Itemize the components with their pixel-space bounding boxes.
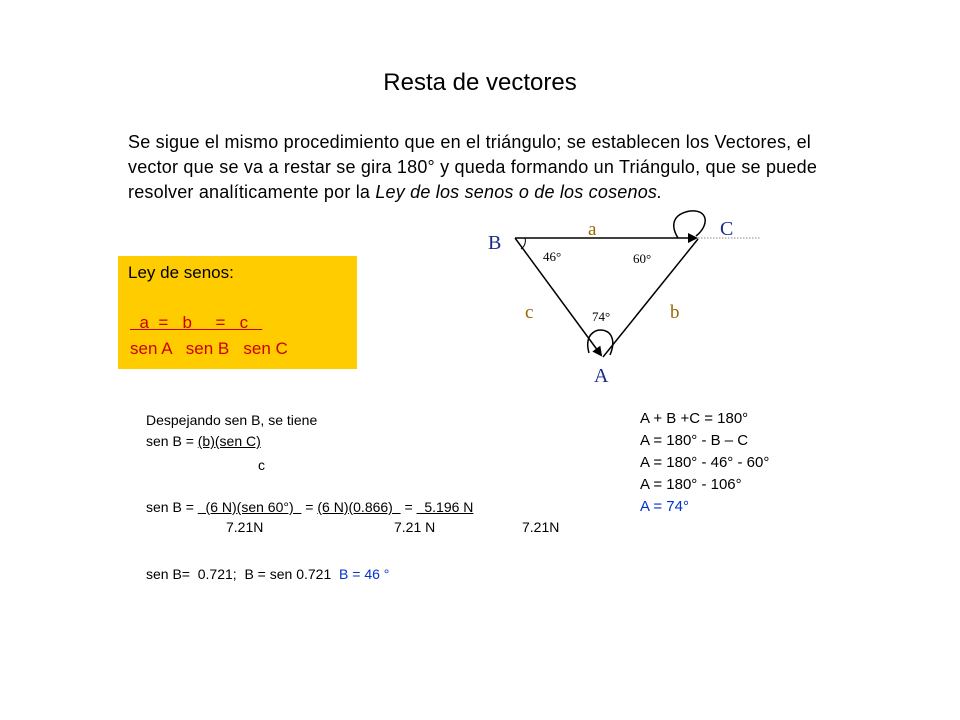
solution-line-4-prefix: sen B = (146, 499, 198, 515)
angle-sum-line-2: A = 180° - B – C (640, 432, 749, 449)
solution-line-4-eq1: = (301, 499, 318, 515)
law-denominators: sen A sen B sen C (130, 339, 288, 358)
solution-denominator-2: 7.21 N (394, 519, 436, 535)
side-label-a: a (588, 219, 597, 240)
angle-label-A: 74° (592, 309, 611, 324)
angle-label-B: 46° (543, 249, 562, 264)
solution-line-2-numerator: (b)(sen C) (197, 433, 261, 449)
vector-triangle-diagram (470, 205, 770, 390)
law-numerators: a = b = c (130, 313, 263, 332)
angle-label-C: 60° (633, 251, 652, 266)
rotation-arc-C (674, 211, 705, 238)
intro-text: Se sigue el mismo procedimiento que en el triángulo; se establecen los Vectores, el vector que se va a restar se gira 180° y queda formando un Triángulo, que se puede resolver analíticamente por la (128, 132, 818, 202)
solution-line-2-prefix: sen B = (146, 433, 198, 449)
solution-line-4-term3: 5.196 N (416, 499, 474, 515)
solution-result-B: B = 46 ° (339, 566, 390, 582)
solution-line-6 (146, 565, 389, 583)
angle-sum-line-1: A + B +C = 180° (640, 410, 749, 427)
angle-sum-result-A: A = 74° (640, 498, 689, 515)
page-title: Resta de vectores (383, 69, 577, 96)
solution-denominator-3: 7.21N (522, 519, 560, 535)
angle-sum-line-3: A = 180° - 46° - 60° (640, 454, 770, 471)
solution-line-4-term2: (6 N)(0.866) (317, 499, 401, 515)
solution-line-3: c (258, 457, 265, 473)
solution-line-6-prefix: sen B= 0.721; B = sen 0.721 (146, 566, 340, 582)
solution-denominator-1: 7.21N (226, 519, 264, 535)
intro-paragraph (128, 130, 828, 205)
vertex-label-C: C (720, 218, 734, 240)
intro-italic: Ley de los senos o de los cosenos. (375, 182, 663, 202)
solution-line-4 (146, 498, 473, 516)
solution-line-1: Despejando sen B, se tiene (146, 412, 318, 428)
law-title: Ley de senos: (128, 263, 234, 282)
side-label-c: c (525, 302, 534, 323)
side-label-b: b (670, 302, 680, 323)
solution-line-4-eq2: = (400, 499, 417, 515)
vertex-label-B: B (488, 232, 502, 254)
solution-line-2 (146, 432, 261, 450)
solution-line-4-term1: (6 N)(sen 60°) (197, 499, 302, 515)
angle-sum-line-4: A = 180° - 106° (640, 476, 742, 493)
vertex-label-A: A (594, 365, 609, 387)
